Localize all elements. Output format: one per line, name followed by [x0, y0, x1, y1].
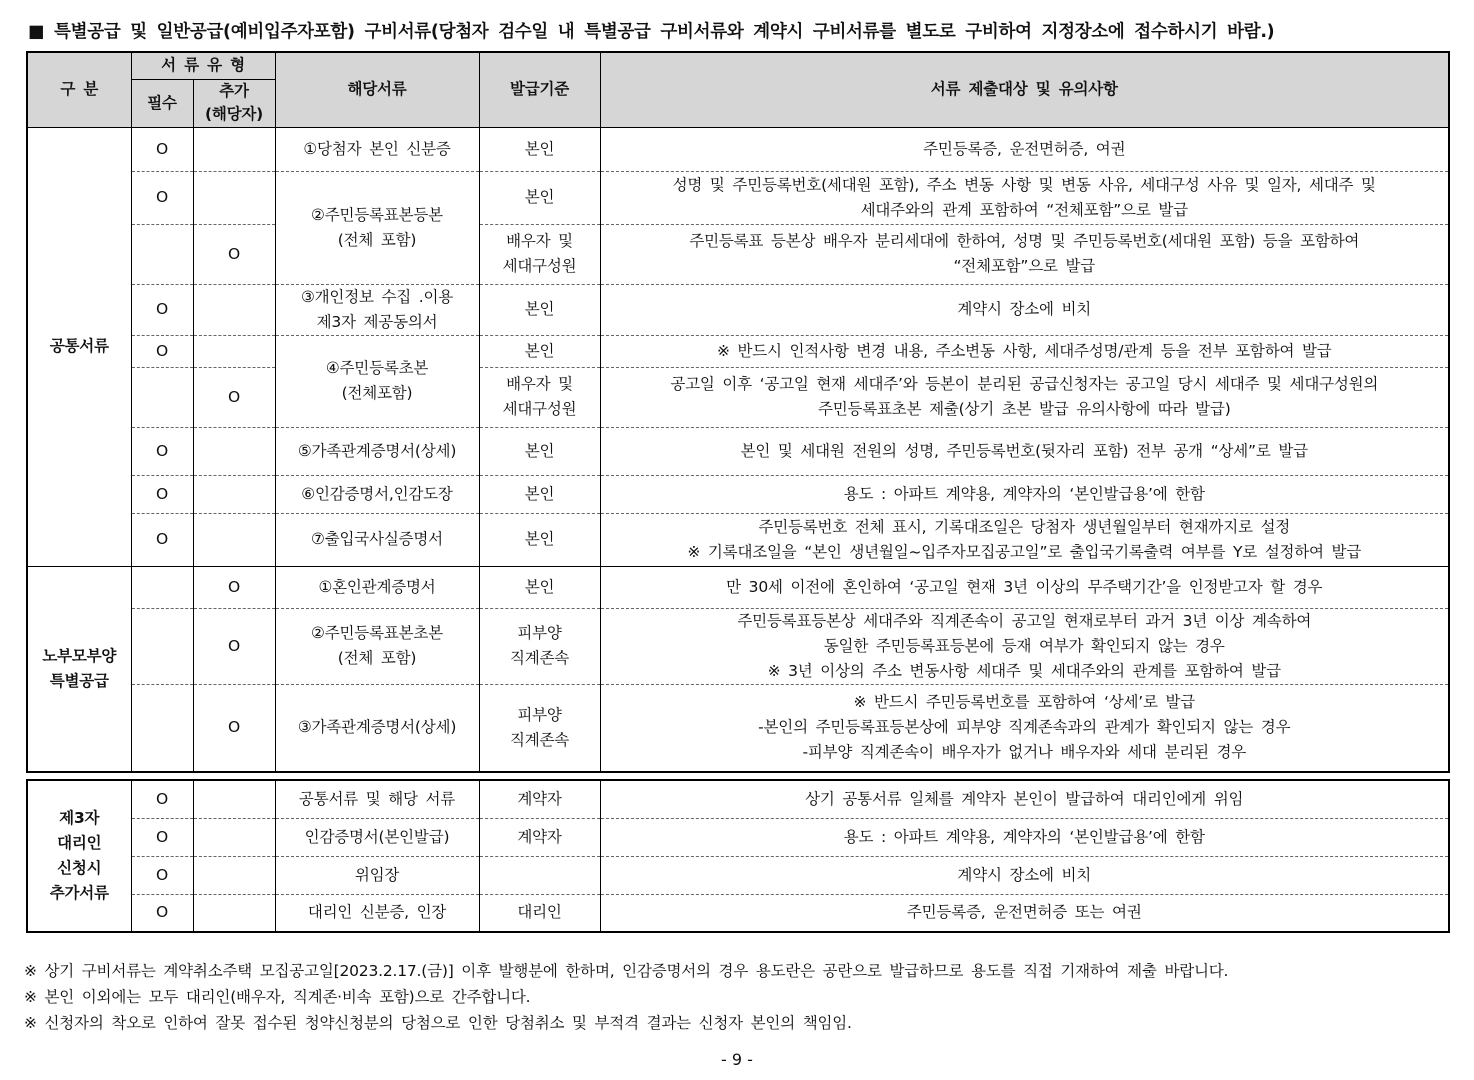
required-mark: O [131, 427, 193, 475]
issue-basis: 배우자 및 세대구성원 [479, 367, 600, 427]
issue-basis: 본인 [479, 513, 600, 566]
additional-mark-empty [193, 335, 275, 367]
footnote: ※ 상기 구비서류는 계약취소주택 모집공고일[2023.2.17.(금)] 이후 발행분에 한하며, 인감증명서의 경우 용도란은 공란으로 발급하므로 용도를 직접 기재하여 제출 바랍니다. [24, 962, 1229, 980]
additional-mark-empty [193, 780, 275, 818]
note: 주민등록표 등본상 배우자 분리세대에 한하여, 성명 및 주민등록번호(세대원 포함) 등을 포함하여 “전체포함”으로 발급 [600, 224, 1449, 284]
required-mark-empty [131, 224, 193, 284]
document-name: ⑦출입국사실증명서 [275, 513, 479, 566]
header-notes: 서류 제출대상 및 유의사항 [600, 52, 1449, 127]
note: 공고일 이후 ‘공고일 현재 세대주’와 등본이 분리된 공급신청자는 공고일 당시 세대주 및 세대구성원의 주민등록표초본 제출(상기 초본 발급 유의사항에 따라 발급) [600, 367, 1449, 427]
required-mark: O [131, 284, 193, 335]
required-mark: O [131, 513, 193, 566]
additional-mark-empty [193, 127, 275, 171]
footnote: ※ 본인 이외에는 모두 대리인(배우자, 직계존·비속 포함)으로 간주합니다. [24, 988, 531, 1006]
issue-basis: 본인 [479, 127, 600, 171]
section-heading: ■ 특별공급 및 일반공급(예비입주자포함) 구비서류(당첨자 검수일 내 특별공급 구비서류와 계약시 구비서류를 별도로 구비하여 지정장소에 접수하시기 바람.) [28, 22, 1275, 42]
note: ※ 반드시 인적사항 변경 내용, 주소변동 사항, 세대주성명/관계 등을 전부 포함하여 발급 [600, 335, 1449, 367]
additional-mark: O [193, 224, 275, 284]
issue-basis: 대리인 [479, 894, 600, 932]
additional-mark: O [193, 566, 275, 608]
note: 상기 공통서류 일체를 계약자 본인이 발급하여 대리인에게 위임 [600, 780, 1449, 818]
issue-basis: 피부양 직계존속 [479, 684, 600, 772]
additional-mark-empty [193, 894, 275, 932]
required-mark-empty [131, 367, 193, 427]
document-name: ④주민등록초본 (전체포함) [275, 335, 479, 427]
issue-basis: 본인 [479, 335, 600, 367]
required-mark: O [131, 894, 193, 932]
additional-mark: O [193, 684, 275, 772]
document-name: 인감증명서(본인발급) [275, 818, 479, 856]
footnote: ※ 신청자의 착오로 인하여 잘못 접수된 청약신청분의 당첨으로 인한 당첨취소 및 부적격 결과는 신청자 본인의 책임임. [24, 1014, 852, 1032]
issue-basis [479, 856, 600, 894]
note: 만 30세 이전에 혼인하여 ‘공고일 현재 3년 이상의 무주택기간’을 인정받고자 할 경우 [600, 566, 1449, 608]
document-name: ⑤가족관계증명서(상세) [275, 427, 479, 475]
document-name: ①혼인관계증명서 [275, 566, 479, 608]
header-required: 필수 [131, 79, 193, 127]
document-name: 대리인 신분증, 인장 [275, 894, 479, 932]
note: 계약시 장소에 비치 [600, 284, 1449, 335]
additional-mark-empty [193, 513, 275, 566]
note: ※ 반드시 주민등록번호를 포함하여 ‘상세’로 발급 -본인의 주민등록표등본상에 피부양 직계존속과의 관계가 확인되지 않는 경우 -피부양 직계존속이 배우자가 없거나 배우자와 세대 분리된 경우 [600, 684, 1449, 772]
note: 주민등록번호 전체 표시, 기록대조일은 당첨자 생년월일부터 현재까지로 설정 ※ 기록대조일을 “본인 생년월일~입주자모집공고일”로 출입국기록출력 여부를 Y로 설정하여 발급 [600, 513, 1449, 566]
additional-mark-empty [193, 284, 275, 335]
category-elderly-support: 노부모부양 특별공급 [27, 566, 131, 772]
additional-mark-empty [193, 475, 275, 513]
note: 본인 및 세대원 전원의 성명, 주민등록번호(뒷자리 포함) 전부 공개 “상세”로 발급 [600, 427, 1449, 475]
header-doc-type: 서 류 유 형 [131, 52, 275, 79]
issue-basis: 본인 [479, 475, 600, 513]
required-documents-table [26, 51, 1450, 773]
additional-mark-empty [193, 856, 275, 894]
required-mark: O [131, 335, 193, 367]
page-number: - 9 - [721, 1050, 753, 1069]
issue-basis: 본인 [479, 566, 600, 608]
footnotes [24, 958, 1464, 1036]
issue-basis: 피부양 직계존속 [479, 608, 600, 684]
required-mark: O [131, 127, 193, 171]
required-mark: O [131, 475, 193, 513]
note: 성명 및 주민등록번호(세대원 포함), 주소 변동 사항 및 변동 사유, 세대구성 사유 및 일자, 세대주 및 세대주와의 관계 포함하여 “전체포함”으로 발급 [600, 171, 1449, 224]
note: 용도 : 아파트 계약용, 계약자의 ‘본인발급용’에 한함 [600, 475, 1449, 513]
additional-mark: O [193, 367, 275, 427]
required-mark-empty [131, 684, 193, 772]
note: 주민등록표등본상 세대주와 직계존속이 공고일 현재로부터 과거 3년 이상 계속하여 동일한 주민등록표등본에 등재 여부가 확인되지 않는 경우 ※ 3년 이상의 주소 변동사항 세대주 및 세대주와의 관계를 포함하여 발급 [600, 608, 1449, 684]
category-proxy: 제3자 대리인 신청시 추가서류 [27, 780, 131, 932]
category-common: 공통서류 [27, 127, 131, 566]
additional-mark: O [193, 608, 275, 684]
required-mark-empty [131, 608, 193, 684]
required-mark: O [131, 856, 193, 894]
issue-basis: 본인 [479, 171, 600, 224]
document-name: ②주민등록표본초본 (전체 포함) [275, 608, 479, 684]
note: 주민등록증, 운전면허증 또는 여권 [600, 894, 1449, 932]
required-mark: O [131, 171, 193, 224]
issue-basis: 배우자 및 세대구성원 [479, 224, 600, 284]
document-name: 위임장 [275, 856, 479, 894]
required-mark: O [131, 780, 193, 818]
header-additional: 추가 (해당자) [193, 79, 275, 127]
required-mark: O [131, 818, 193, 856]
required-mark-empty [131, 566, 193, 608]
header-issue-basis: 발급기준 [479, 52, 600, 127]
header-category: 구 분 [27, 52, 131, 127]
document-name: ②주민등록표본등본 (전체 포함) [275, 171, 479, 284]
issue-basis: 본인 [479, 427, 600, 475]
document-name: ③가족관계증명서(상세) [275, 684, 479, 772]
document-name: ①당첨자 본인 신분증 [275, 127, 479, 171]
note: 용도 : 아파트 계약용, 계약자의 ‘본인발급용’에 한함 [600, 818, 1449, 856]
document-name: ③개인정보 수집 .이용 제3자 제공동의서 [275, 284, 479, 335]
note: 계약시 장소에 비치 [600, 856, 1449, 894]
proxy-documents-table [26, 779, 1450, 933]
document-name: ⑥인감증명서,인감도장 [275, 475, 479, 513]
header-document: 해당서류 [275, 52, 479, 127]
document-name: 공통서류 및 해당 서류 [275, 780, 479, 818]
additional-mark-empty [193, 171, 275, 224]
note: 주민등록증, 운전면허증, 여권 [600, 127, 1449, 171]
issue-basis: 계약자 [479, 818, 600, 856]
additional-mark-empty [193, 818, 275, 856]
issue-basis: 계약자 [479, 780, 600, 818]
issue-basis: 본인 [479, 284, 600, 335]
additional-mark-empty [193, 427, 275, 475]
